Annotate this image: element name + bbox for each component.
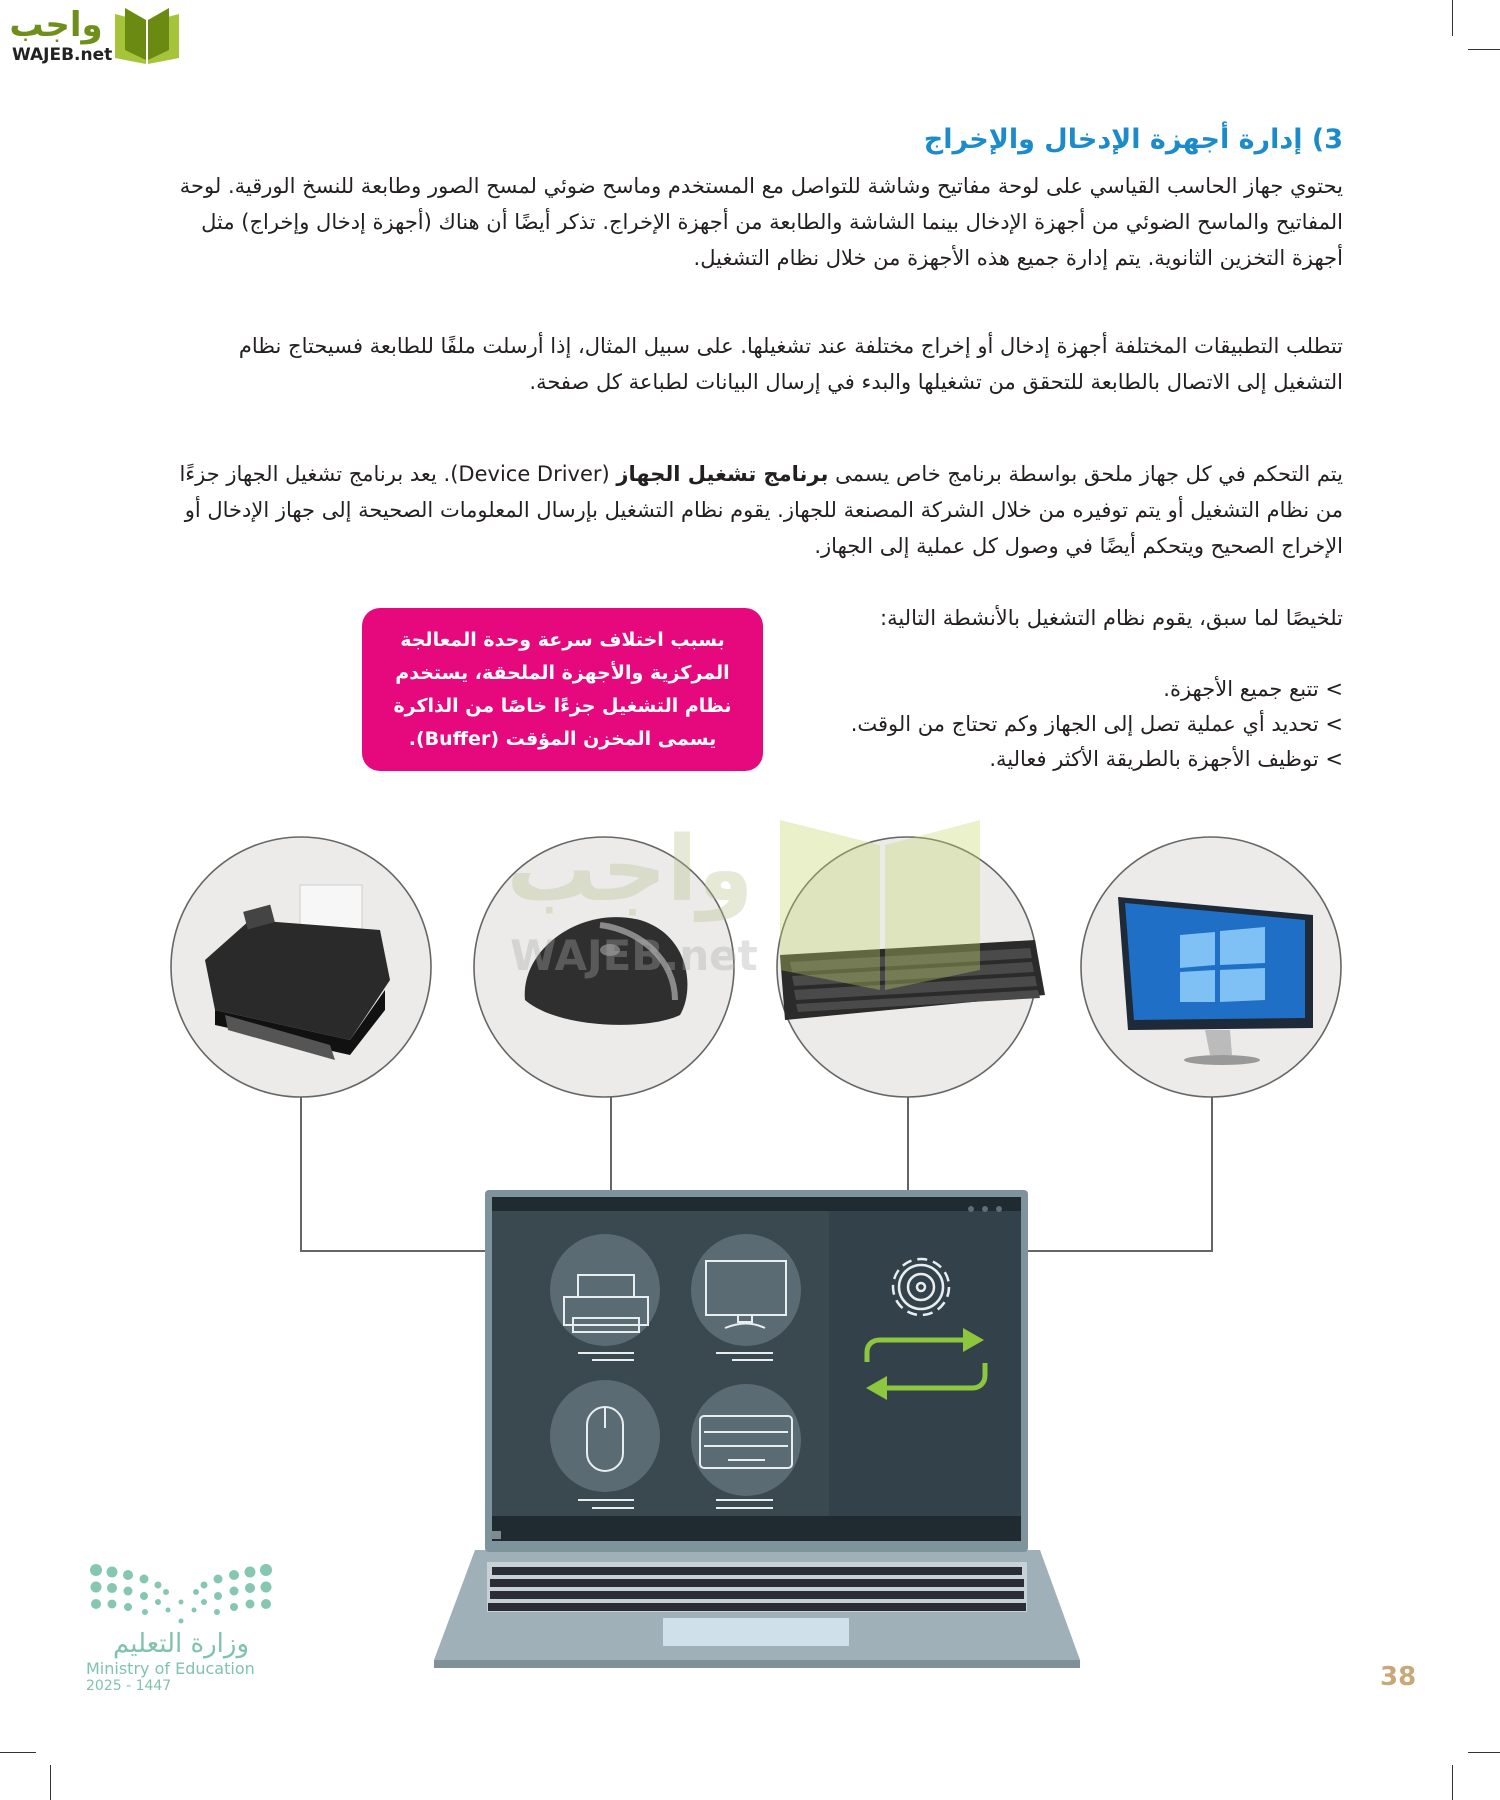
p3-text: يتم التحكم في كل جهاز ملحق بواسطة برنامج خاص يسمى <box>828 462 1343 486</box>
list-item: > تحديد أي عملية تصل إلى الجهاز وكم تحتاج من الوقت. <box>783 707 1343 742</box>
wajeb-watermark <box>507 817 980 990</box>
monitor-icon <box>1081 837 1341 1097</box>
page-number: 38 <box>1380 1662 1417 1692</box>
paragraph-devices: يحتوي جهاز الحاسب القياسي على لوحة مفاتيح وشاشة للتواصل مع المستخدم وماسح ضوئي لمسح الصور وطابعة للنسخ الورقية. لوحة المفاتيح والماسح الضوئي من أجهزة الإدخال بينما الشاشة والطابعة من أجهزة الإخراج. تذكر أيضًا أن هناك (أجهزة إدخال وإخراج) مثل أجهزة التخزين الثانوية. يتم إدارة جميع هذه الأجهزة من خلال نظام التشغيل. <box>179 174 1343 270</box>
ministry-year: 2025 - 1447 <box>86 1678 172 1694</box>
list-item: > توظيف الأجهزة بالطريقة الأكثر فعالية. <box>783 742 1343 777</box>
summary-intro: تلخيصًا لما سبق، يقوم نظام التشغيل بالأنشطة التالية: <box>880 606 1343 630</box>
ministry-english: Ministry of Education <box>86 1659 255 1678</box>
logo-arabic: واجب <box>9 5 103 45</box>
section-heading: 3) إدارة أجهزة الإدخال والإخراج <box>923 124 1343 155</box>
logo-latin: WAJEB.net <box>12 45 113 65</box>
buffer-note-text: بسبب اختلاف سرعة وحدة المعالجة المركزية والأجهزة الملحقة، يستخدم نظام التشغيل جزءًا خاصًا من الذاكرة يسمى المخزن المؤقت (Buffer). <box>393 628 732 750</box>
ministry-of-education-logo <box>86 1560 276 1694</box>
svg-text:واجب: واجب <box>506 817 754 922</box>
list-item: > تتبع جميع الأجهزة. <box>783 672 1343 707</box>
laptop-illustration <box>434 1190 1080 1668</box>
printer-icon <box>171 837 431 1097</box>
ministry-arabic: وزارة التعليم <box>112 1629 250 1659</box>
device-driver-term: برنامج تشغيل الجهاز <box>616 462 829 486</box>
p3-text: (Device Driver). يعد برنامج تشغيل الجهاز جزءًا من نظام التشغيل أو يتم توفيره من خلال الشركة المصنعة للجهاز. يقوم نظام التشغيل بإرسال المعلومات الصحيحة إلى جهاز الإدخال أو الإخراج الصحيح ويتحكم أيضًا في وصول كل عملية إلى الجهاز. <box>179 462 1343 558</box>
paragraph-applications: تتطلب التطبيقات المختلفة أجهزة إدخال أو إخراج مختلفة عند تشغيلها. على سبيل المثال، إذا أرسلت ملفًا للطابعة فسيحتاج نظام التشغيل إلى الاتصال بالطابعة للتحقق من تشغيلها والبدء في إرسال البيانات لطباعة كل صفحة. <box>238 334 1343 394</box>
ministry-dots-icon <box>86 1560 276 1625</box>
svg-text:WAJEB.net: WAJEB.net <box>510 931 758 980</box>
